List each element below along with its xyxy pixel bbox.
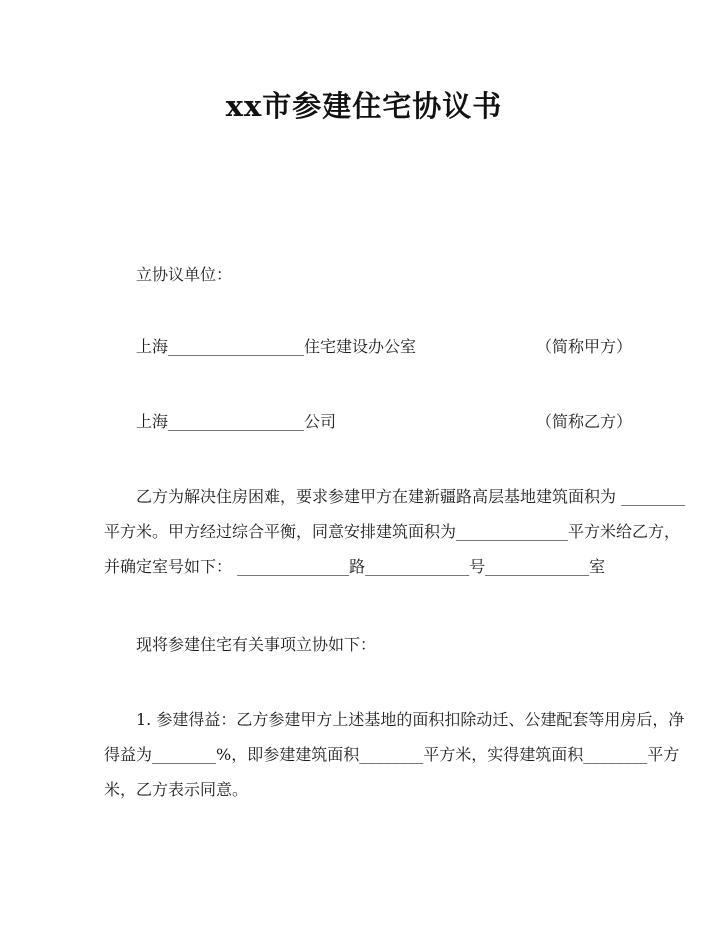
- party-b-name-blank: _________________: [168, 412, 305, 431]
- party-a-suffix: 住宅建设办公室: [304, 337, 417, 356]
- party-a-prefix: 上海: [136, 337, 169, 356]
- preamble-line-1: 乙方为解决住房困难，要求参建甲方在建新疆路高层基地建筑面积为 ________: [136, 487, 686, 506]
- clause-1-line-3: 米，乙方表示同意。: [104, 780, 249, 799]
- party-a-name-blank: _________________: [168, 337, 305, 356]
- party-b-name: [136, 404, 336, 439]
- section-intro: 现将参建住宅有关事项立协如下：: [136, 635, 377, 654]
- clause-1-paragraph: [104, 702, 685, 807]
- party-b-prefix: 上海: [136, 412, 169, 431]
- clause-1-line-1: 1. 参建得益：乙方参建甲方上述基地的面积扣除动迁、公建配套等用房后，净: [136, 710, 685, 729]
- preamble-line-2: 平方米。甲方经过综合平衡，同意安排建筑面积为______________平方米给乙方，: [104, 522, 681, 541]
- party-b-row: [104, 404, 632, 439]
- preamble-paragraph: [104, 479, 686, 584]
- clause-1-line-2: 得益为________%，即参建建筑面积________平方米，实得建筑面积________平方: [104, 745, 680, 764]
- preamble-line-3: 并确定室号如下： ______________路_____________号_____________室: [104, 557, 606, 576]
- party-a-row: [104, 329, 632, 364]
- document-title: xx市参建住宅协议书: [225, 89, 503, 123]
- parties-intro-label: 立协议单位：: [136, 265, 233, 284]
- party-a-name: [136, 329, 416, 364]
- party-b-alias: （简称乙方）: [535, 412, 632, 431]
- party-b-suffix: 公司: [304, 412, 337, 431]
- party-a-alias: （简称甲方）: [535, 337, 632, 356]
